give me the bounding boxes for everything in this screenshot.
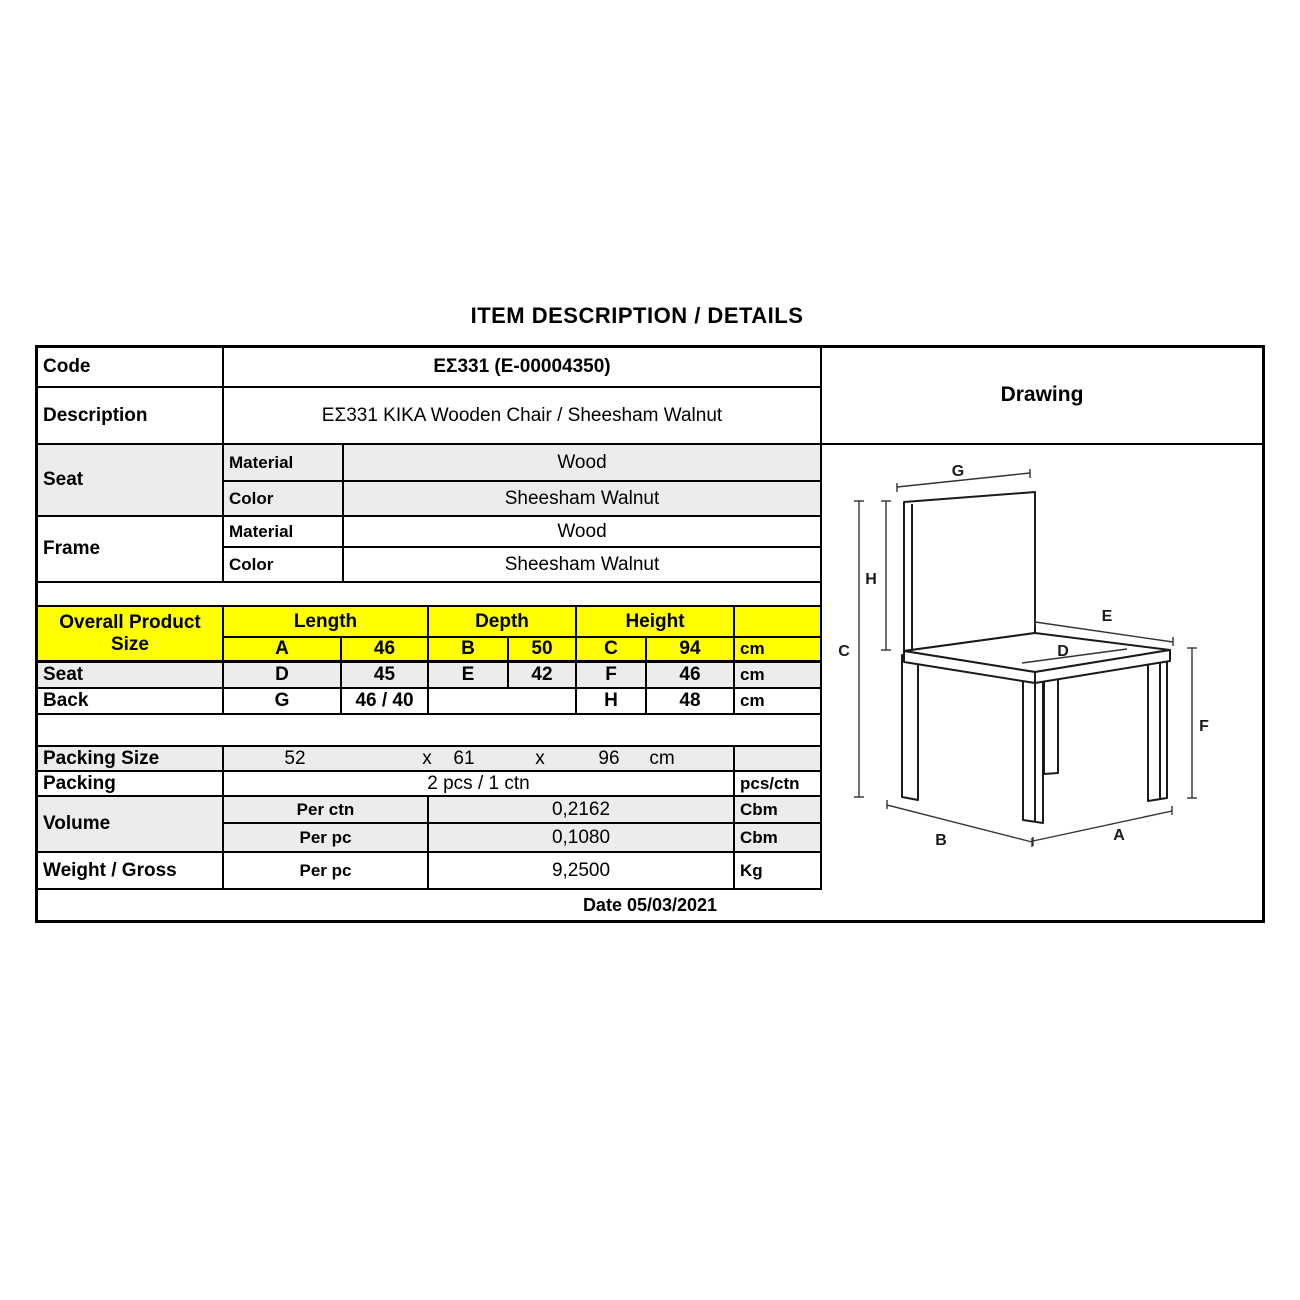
seat-length-value: 45 [342,663,429,689]
overall-size-header-line1: Overall Product [59,611,201,633]
dim-label-g: G [951,463,965,480]
seat-size-label: Seat [38,663,224,689]
volume-per-pc-unit: Cbm [735,824,822,853]
packing-size-x2: x [535,747,545,769]
volume-per-ctn-label: Per ctn [224,797,429,824]
height-header: Height [577,607,735,638]
overall-length-letter: A [224,638,342,663]
volume-per-ctn-unit: Cbm [735,797,822,824]
seat-color-value: Sheesham Walnut [344,482,822,517]
back-unit: cm [735,689,822,715]
overall-length-value: 46 [342,638,429,663]
packing-size-values [224,747,735,772]
overall-unit: cm [735,638,822,663]
overall-height-letter: C [577,638,647,663]
packing-label: Packing [38,772,224,797]
frame-section-label: Frame [38,517,224,583]
spacer-row [38,583,822,607]
overall-depth-value: 50 [509,638,577,663]
seat-depth-letter: E [429,663,509,689]
code-label: Code [38,348,224,388]
description-value: ΕΣ331 KIKA Wooden Chair / Sheesham Walnut [224,388,822,445]
volume-per-ctn-value: 0,2162 [429,797,735,824]
back-depth-empty [429,689,577,715]
overall-size-header-line2: Size [110,633,150,655]
chair-backrest [904,492,1035,651]
seat-unit: cm [735,663,822,689]
dim-label-d: D [1057,643,1069,660]
frame-material-value: Wood [344,517,822,548]
chair-front-left-leg [902,655,918,800]
back-height-value: 48 [647,689,735,715]
unit-header [735,607,822,638]
weight-value: 9,2500 [429,853,735,890]
weight-sub-label: Per pc [224,853,429,890]
frame-color-label: Color [224,548,344,583]
seat-height-value: 46 [647,663,735,689]
seat-depth-value: 42 [509,663,577,689]
dim-label-e: E [1101,608,1113,625]
back-height-letter: H [577,689,647,715]
chair-right-leg [1148,653,1167,801]
drawing-header: Drawing [822,348,1262,445]
frame-material-label: Material [224,517,344,548]
seat-color-label: Color [224,482,344,517]
spacer-row [38,715,822,747]
back-size-label: Back [38,689,224,715]
frame-color-value: Sheesham Walnut [344,548,822,583]
dim-label-a: A [1113,827,1125,844]
code-value: ΕΣ331 (E-00004350) [224,348,822,388]
packing-value: 2 pcs / 1 ctn [224,772,735,797]
seat-length-letter: D [224,663,342,689]
back-length-letter: G [224,689,342,715]
packing-size-x1: x [422,747,432,769]
volume-per-pc-label: Per pc [224,824,429,853]
drawing-cell [822,445,1262,890]
date-row: Date 05/03/2021 [582,894,718,915]
back-length-value: 46 / 40 [342,689,429,715]
dim-label-h: H [865,571,877,588]
overall-size-header [38,607,224,663]
seat-material-value: Wood [344,445,822,482]
description-label: Description [38,388,224,445]
weight-unit: Kg [735,853,822,890]
length-header: Length [224,607,429,638]
packing-size-l: 52 [284,747,306,769]
packing-unit: pcs/ctn [735,772,822,797]
seat-height-letter: F [577,663,647,689]
chair-back-leg [1044,670,1058,774]
seat-section-label: Seat [38,445,224,517]
chair-front-leg [1023,673,1043,823]
packing-size-h: 96 [598,747,620,769]
overall-depth-letter: B [429,638,509,663]
seat-material-label: Material [224,445,344,482]
weight-label: Weight / Gross [38,853,224,890]
chair-drawing [822,445,1262,890]
page-title: ITEM DESCRIPTION / DETAILS [470,303,804,328]
dim-label-c: C [838,643,850,660]
packing-size-d: 61 [453,747,475,769]
item-details-table [35,345,1265,923]
dim-label-f: F [1199,718,1209,735]
dim-label-b: B [935,832,947,849]
depth-header: Depth [429,607,577,638]
packing-size-unit: cm [649,747,675,769]
packing-size-label: Packing Size [38,747,224,772]
packing-size-unit-empty [735,747,822,772]
volume-label: Volume [38,797,224,853]
volume-per-pc-value: 0,1080 [429,824,735,853]
overall-height-value: 94 [647,638,735,663]
